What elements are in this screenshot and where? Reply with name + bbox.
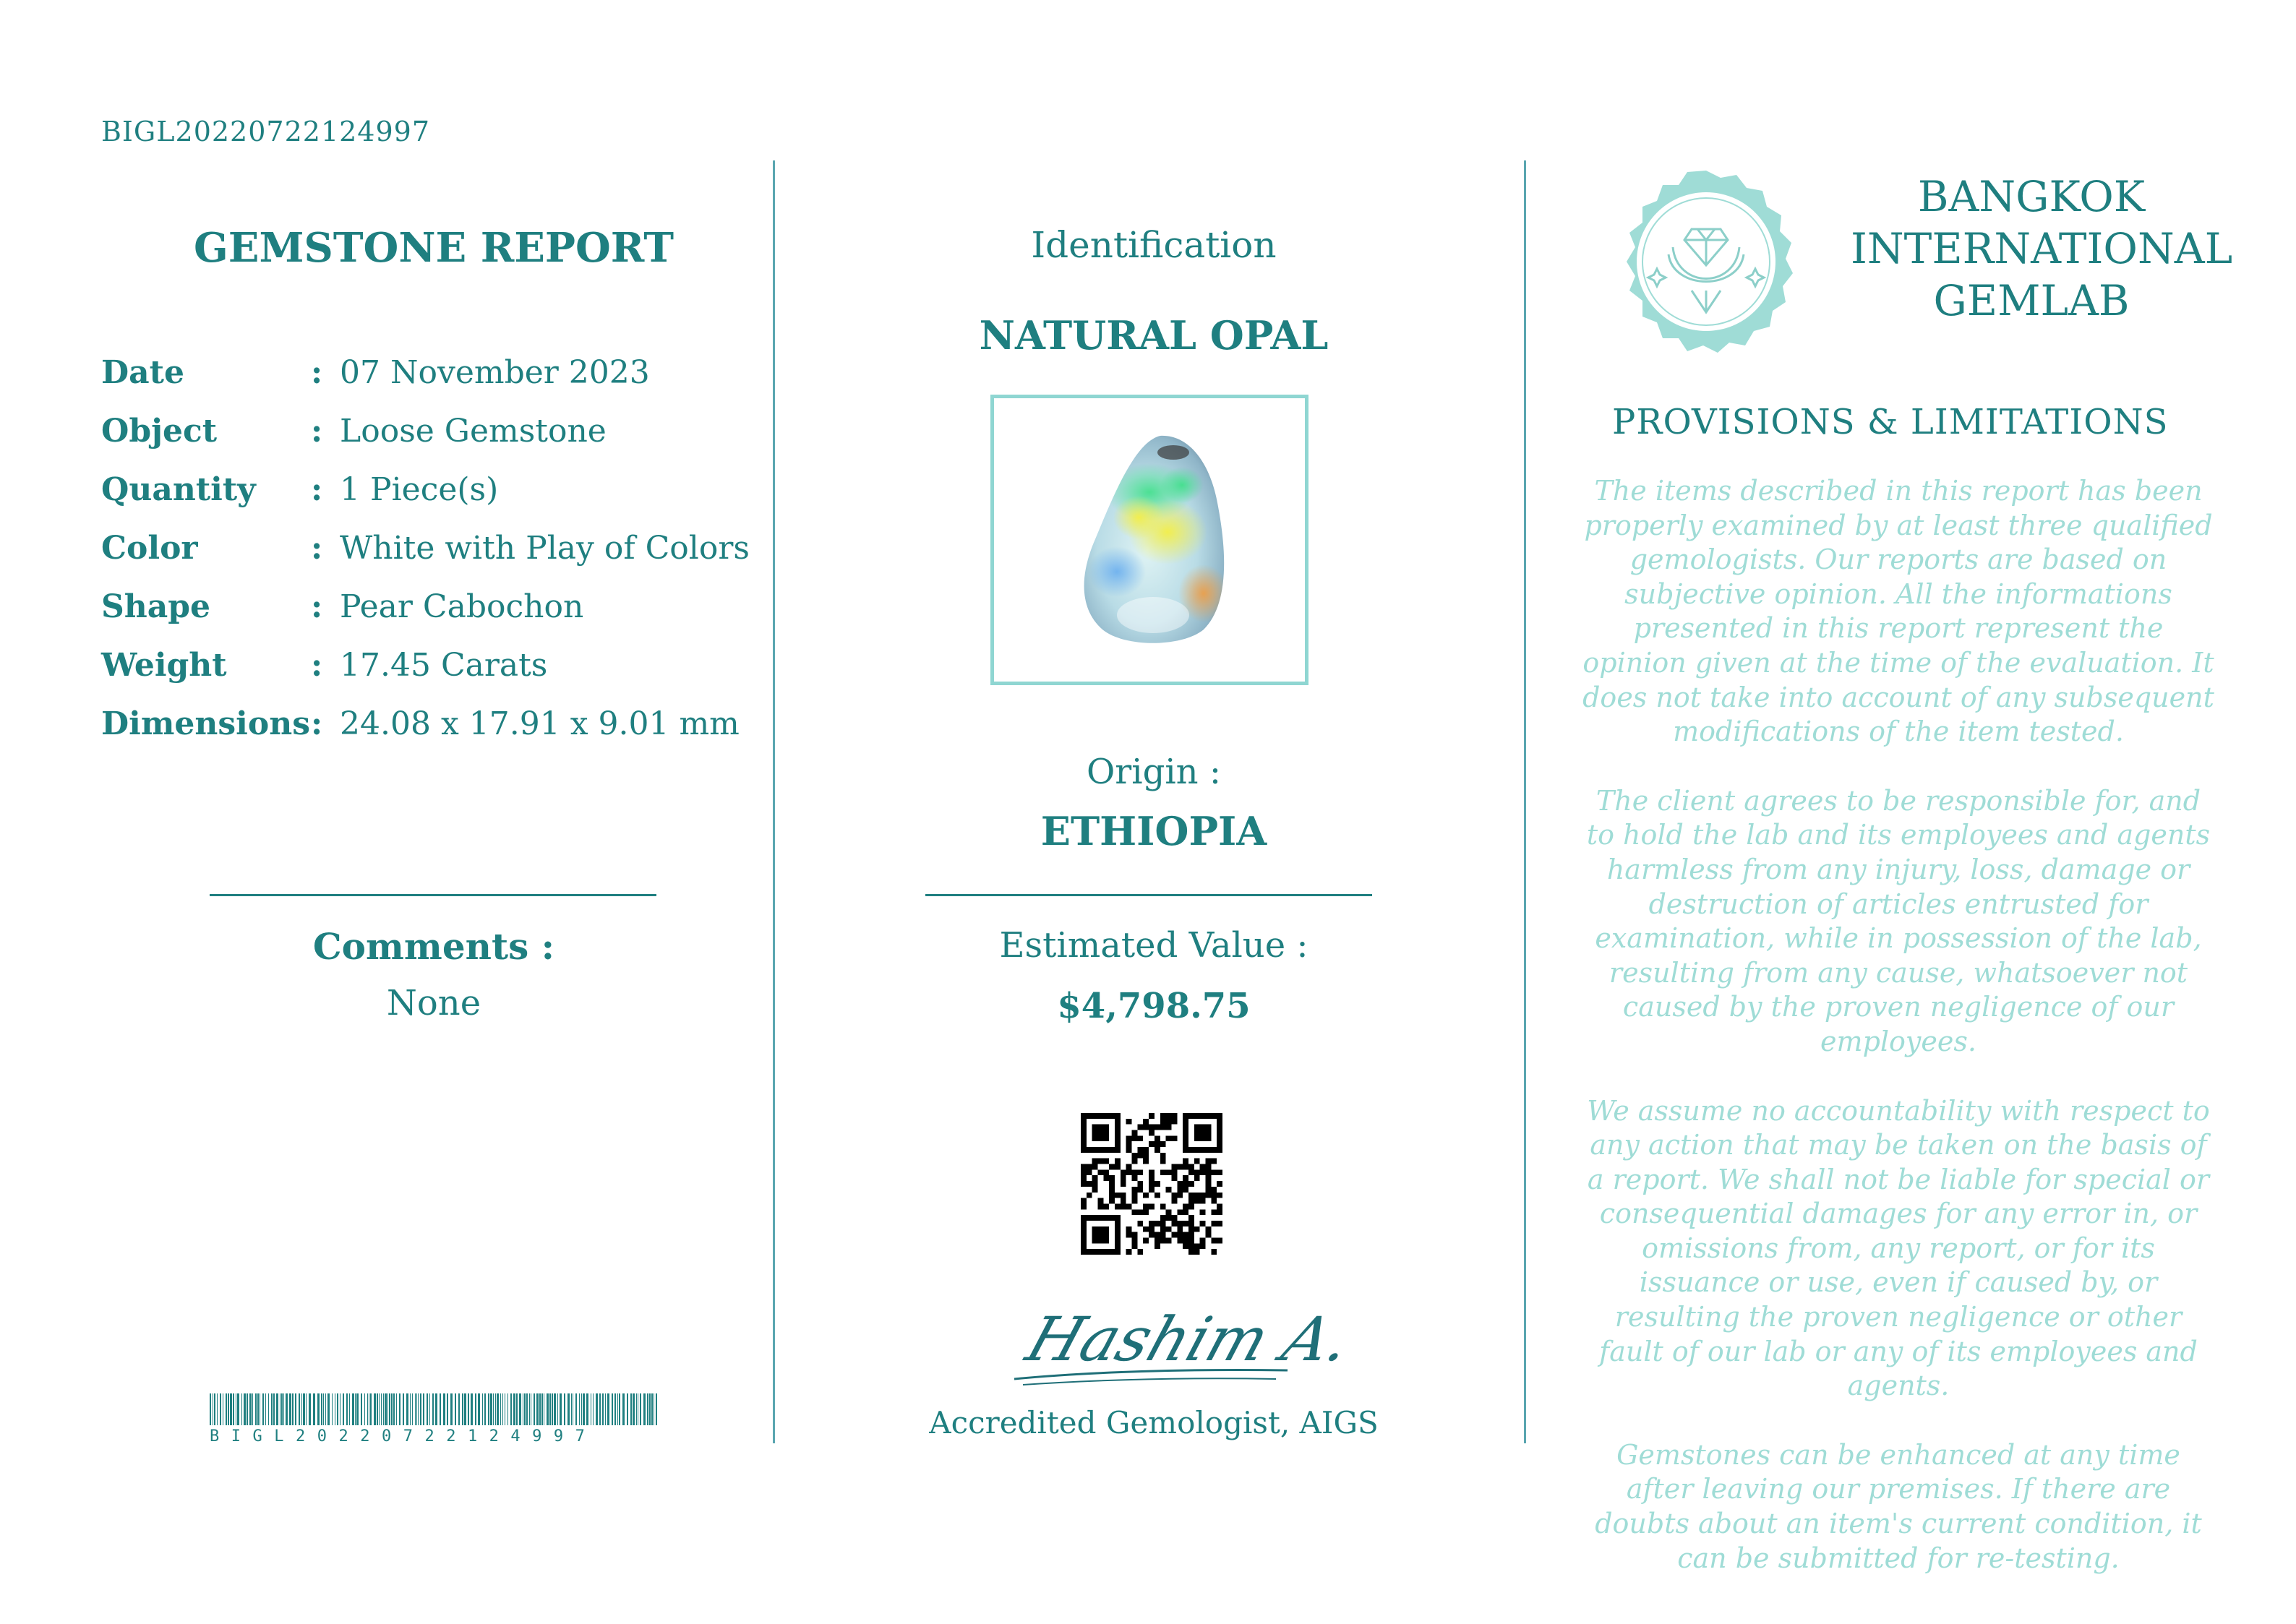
identification-value: NATURAL OPAL (979, 312, 1329, 358)
detail-label: Color (101, 530, 198, 567)
signature-text: Hashim A. (1018, 1305, 1361, 1375)
detail-colon: : (311, 588, 323, 625)
provisions-text (1580, 474, 2216, 1610)
details-list (101, 343, 766, 753)
lab-name-line: BANGKOK (1917, 172, 2146, 221)
gemologist-title: Accredited Gemologist, AIGS (929, 1405, 1379, 1440)
detail-row-quantity (101, 460, 766, 519)
detail-colon: : (311, 530, 323, 567)
estimated-value-amount: $4,798.75 (1057, 986, 1251, 1026)
detail-value: Pear Cabochon (340, 588, 584, 625)
origin-label: Origin : (1086, 752, 1222, 792)
identification-label: Identification (1031, 224, 1277, 266)
detail-colon: : (311, 705, 323, 742)
detail-value: 17.45 Carats (340, 647, 548, 684)
comments-value: None (386, 983, 481, 1023)
divider-line (210, 894, 656, 896)
provisions-paragraph: The client agrees to be responsible for, and to hold the lab and its employees and agents harmless from any injury, loss, damage or destruction of articles entrusted for examination, while in possession of the lab, resulting from any cause, whatsoever not caused by the proven negligence of our employees. (1586, 784, 2211, 1057)
detail-row-date (101, 343, 766, 402)
provisions-title: PROVISIONS & LIMITATIONS (1612, 402, 2169, 442)
detail-label: Shape (101, 588, 211, 625)
detail-row-shape (101, 577, 766, 636)
barcode-number: BIGL20220722124997 (210, 1427, 597, 1445)
origin-value: ETHIOPIA (1040, 808, 1267, 854)
detail-value: 24.08 x 17.91 x 9.01 mm (340, 705, 740, 742)
detail-value: White with Play of Colors (340, 530, 750, 567)
provisions-paragraph: We assume no accountability with respect to any action that may be taken on the basis of a report. We shall not be liable for special or consequential damages for any error in, or omissions from, any report, or for its issuance or use, even if caused by, or resulting the proven negligence or other fault of our lab or any of its employees and agents. (1587, 1094, 2210, 1402)
divider-line (925, 894, 1372, 896)
detail-label: Date (101, 354, 184, 391)
detail-colon: : (311, 647, 323, 684)
column-divider-left (773, 160, 775, 1443)
detail-label: Weight (101, 647, 227, 684)
comments-label: Comments : (312, 925, 555, 968)
estimated-value-label: Estimated Value : (999, 925, 1308, 966)
detail-value: Loose Gemstone (340, 413, 607, 450)
report-number: BIGL20220722124997 (101, 116, 430, 147)
gemstone-photo-frame (990, 395, 1308, 685)
provisions-paragraph: Gemstones can be enhanced at any time after leaving our premises. If there are doubts about an item's current condition, it can be submitted for re-testing. (1595, 1438, 2202, 1574)
detail-colon: : (311, 471, 323, 508)
detail-label: Dimensions (101, 705, 311, 742)
opal-image (994, 398, 1305, 682)
report-title: GEMSTONE REPORT (193, 224, 674, 272)
detail-row-color (101, 519, 766, 577)
lab-name-line: INTERNATIONAL (1851, 224, 2233, 273)
detail-label: Object (101, 413, 218, 450)
detail-value: 1 Piece(s) (340, 471, 499, 508)
detail-label: Quantity (101, 471, 256, 508)
detail-row-object (101, 402, 766, 460)
provisions-paragraph: The items described in this report has been properly examined by at least three qualified gemologists. Our reports are based on subjective opinion. All the informations presented in this report represent the opinion given at the time of the evaluation. It does not take into account of any subsequent modifications of the item tested. (1582, 475, 2214, 748)
qr-code[interactable] (1081, 1113, 1222, 1255)
detail-colon: : (311, 354, 323, 391)
barcode-image (210, 1393, 661, 1425)
gemlab-seal-logo (1612, 168, 1800, 356)
lab-name-line: GEMLAB (1933, 276, 2130, 325)
gemologist-signature (1001, 1294, 1361, 1395)
lab-name (1851, 171, 2233, 327)
detail-colon: : (311, 413, 323, 450)
detail-value: 07 November 2023 (340, 354, 650, 391)
detail-row-dimensions (101, 695, 766, 753)
detail-row-weight (101, 636, 766, 695)
